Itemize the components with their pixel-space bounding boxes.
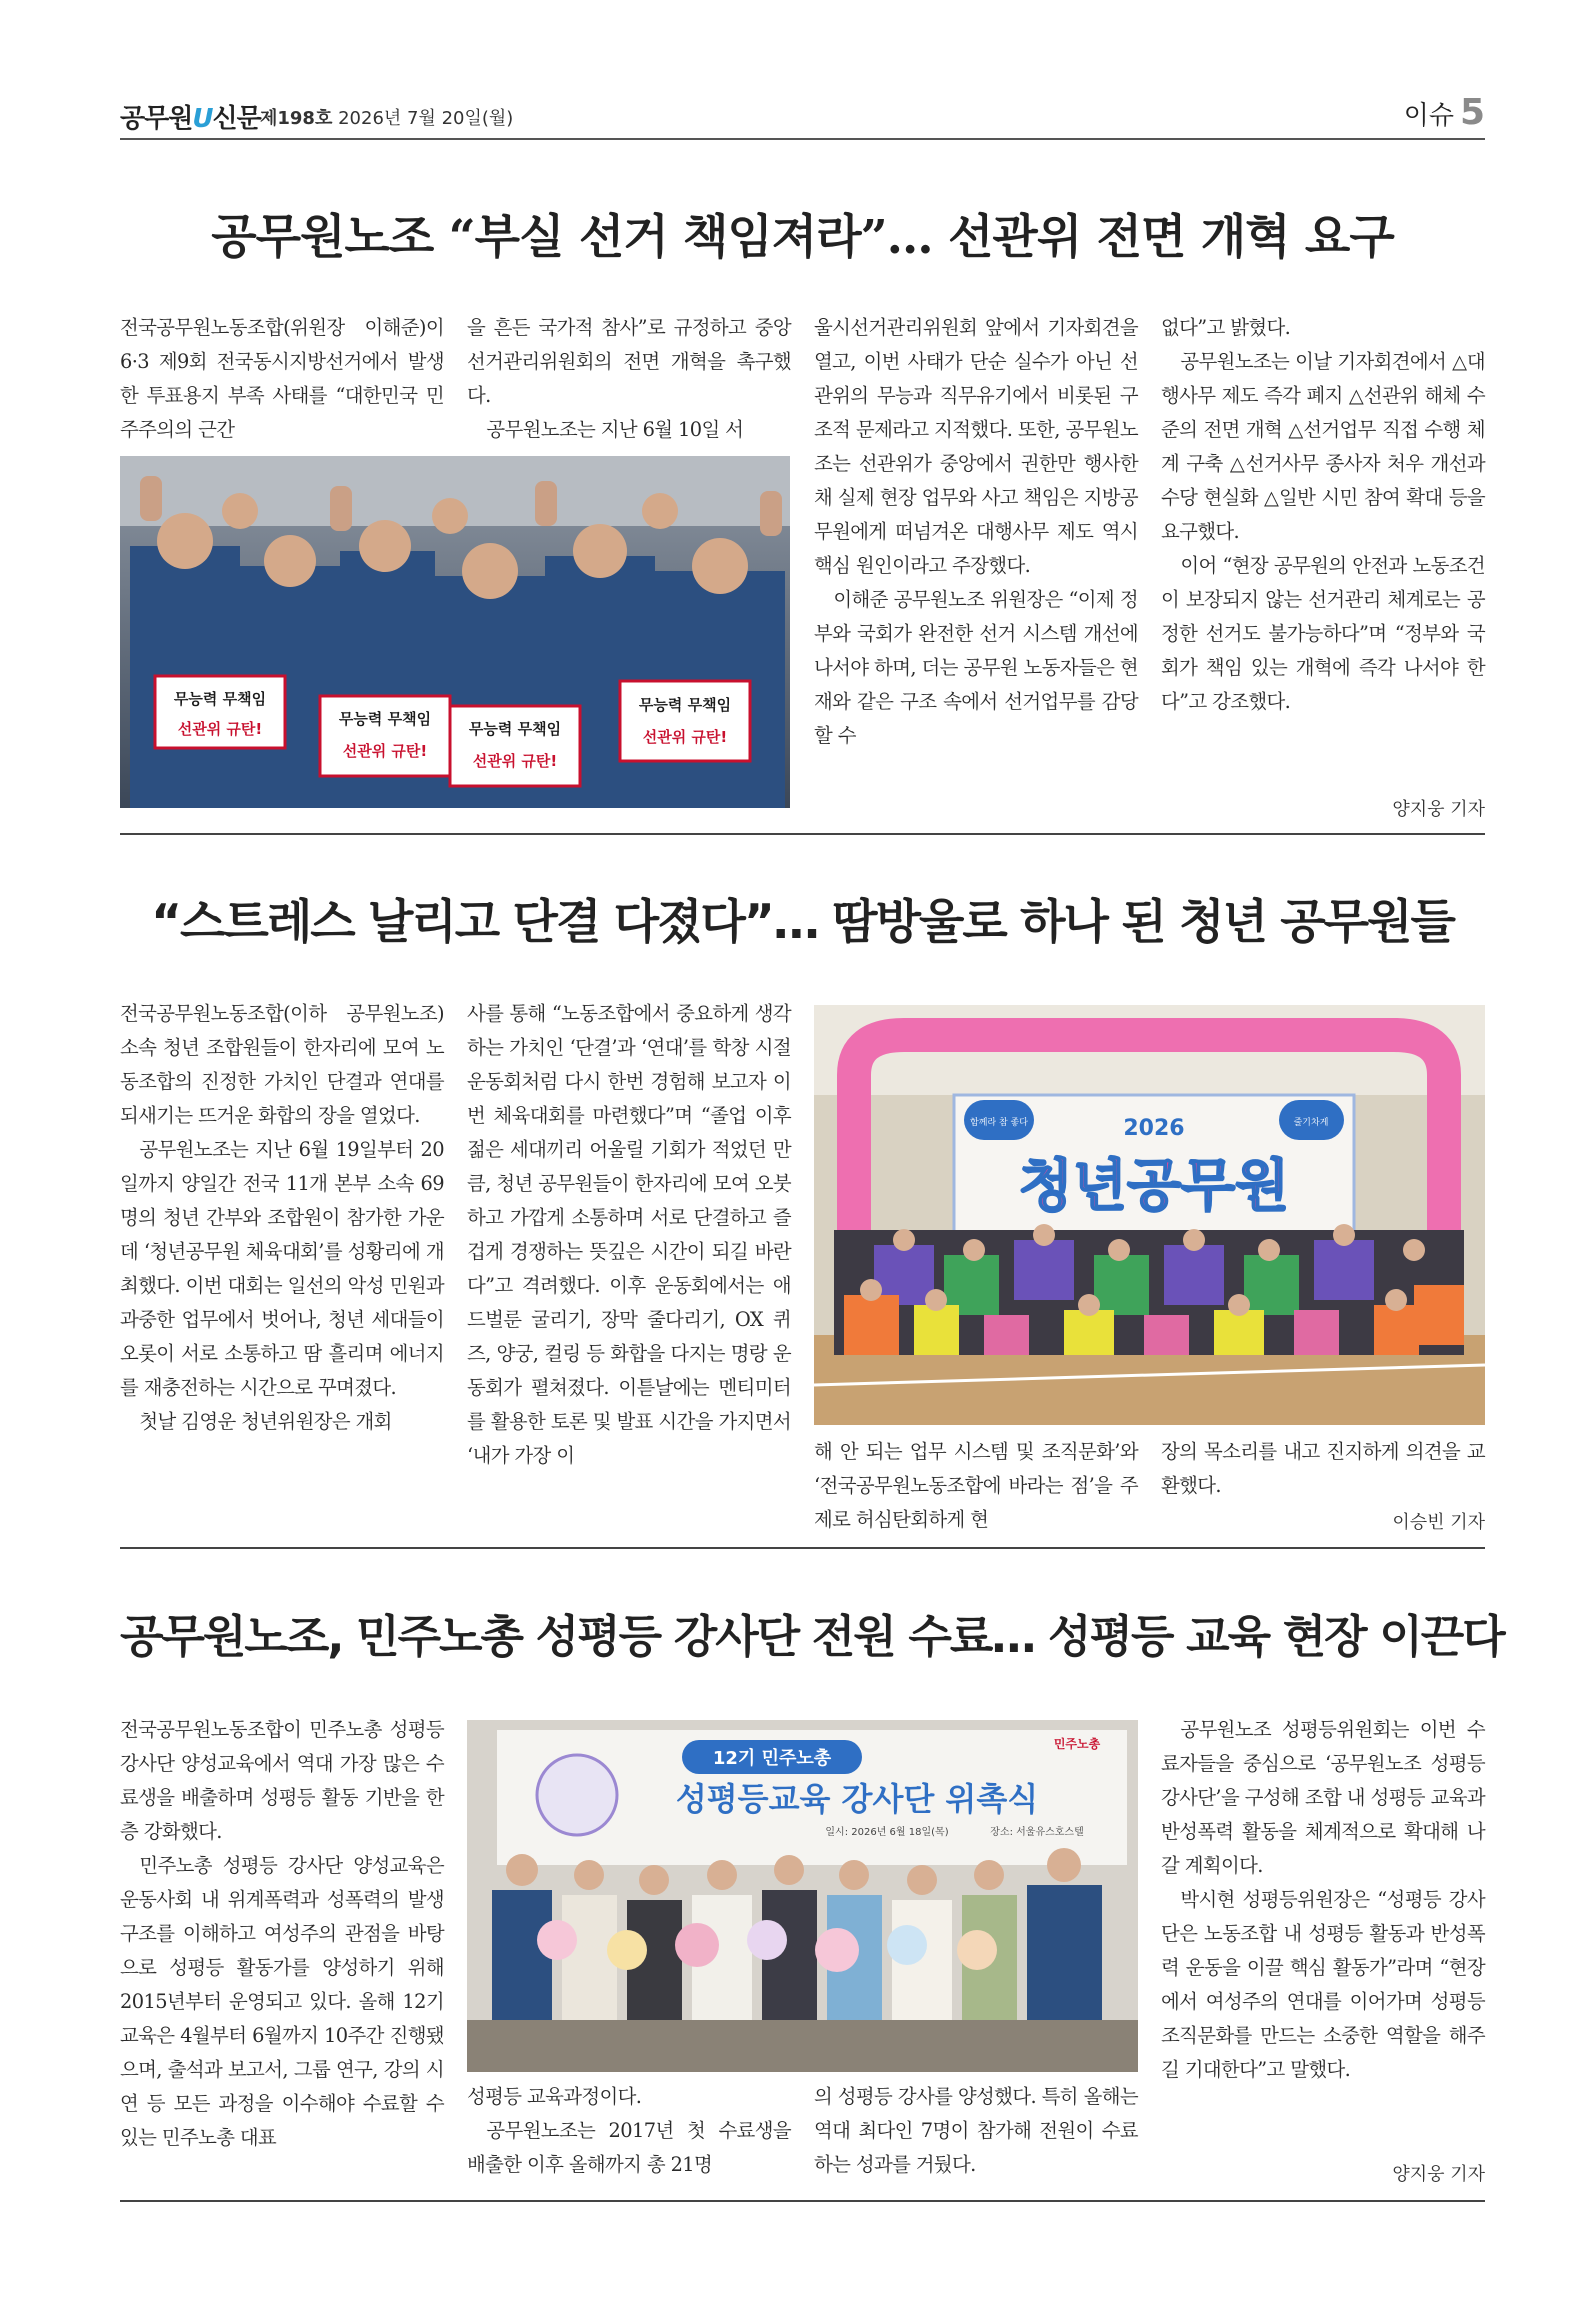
- article1-col3-p2: 이해준 공무원노조 위원장은 “이제 정부와 국회가 완전한 선거 시스템 개선에 나서야 하며, 더는 공무원 노동자들은 현재와 같은 구조 속에서 선거업무를 감당할 수: [814, 588, 1138, 747]
- masthead-pre: 공무원: [120, 104, 193, 134]
- protest-sign-4-top: 무능력 무책임: [173, 690, 267, 708]
- article3-photo-ceremony: [467, 1720, 1138, 2072]
- article3-byline: 양지웅 기자: [1392, 2164, 1485, 2185]
- article3-column-4: [1161, 1713, 1485, 2087]
- article2-col4-text: 장의 목소리를 내고 진지하게 의견을 교환했다.: [1161, 1440, 1485, 1497]
- article1-column-3: [814, 311, 1138, 753]
- section-name: 이슈: [1403, 101, 1454, 131]
- banner-year: 2026: [1123, 1116, 1185, 1141]
- article3-divider: [120, 2200, 1485, 2202]
- article2-col1-p3: 첫날 김영운 청년위원장은 개회: [139, 1410, 392, 1433]
- article3-col2-p2: 공무원노조는 2017년 첫 수료생을 배출한 이후 올해까지 총 21명: [467, 2119, 791, 2176]
- article2-byline: 이승빈 기자: [1392, 1512, 1485, 1533]
- article3-col2-p1: 성평등 교육과정이다.: [467, 2085, 642, 2108]
- masthead-logo: [120, 98, 261, 135]
- protest-sign-1-top: 무능력 무책임: [338, 710, 432, 728]
- banner-title: 청년공무원: [1018, 1154, 1290, 1219]
- article1-divider: [120, 833, 1485, 835]
- article1-col2-p2: 공무원노조는 지난 6월 10일 서: [486, 418, 744, 441]
- header-divider: [120, 138, 1485, 140]
- article1-column-1: [120, 311, 444, 447]
- article1-col4-p2: 공무원노조는 이날 기자회견에서 △대행사무 제도 즉각 폐지 △선관위 해체 수준의 전면 개혁 △선거업무 직접 수행 체계 구축 △선거사무 종사자 처우 개선과 수당 현실화 △일반 시민 참여 확대 등을 요구했다.: [1161, 350, 1485, 543]
- protest-sign-3-bottom: 선관위 규탄!: [642, 728, 728, 746]
- masthead-u: U: [192, 104, 213, 134]
- ceremony-banner-tag: 12기 민주노총: [712, 1748, 832, 1769]
- page-number: 5: [1459, 92, 1485, 133]
- article2-col2-text: 사를 통해 “노동조합에서 중요하게 생각하는 가치인 ‘단결’과 ‘연대’를 학창 시절 운동회처럼 다시 한번 경험해 보고자 이번 체육대회를 마련했다”며 “졸업 이후 젊은 세대끼리 어울릴 기회가 적었던 만큼, 청년 공무원들이 한자리에 모여 오붓하고 가깝게 소통하며 서로 단결하고 즐겁게 경쟁하는 뜻깊은 시간이 되길 바란다”고 격려했다. 이후 운동회에서는 애드벌룬 굴리기, 장막 줄다리기, OX 퀴즈, 양궁, 컬링 등 화합을 다지는 명랑 운동회가 펼쳐졌다. 이튿날에는 멘티미터를 활용한 토론 및 발표 시간을 가지면서 ‘내가 가장 이: [467, 1002, 791, 1467]
- article2-column-1: [120, 997, 444, 1439]
- article3-col1-p2: 민주노총 성평등 강사단 양성교육은 운동사회 내 위계폭력과 성폭력의 발생 구조를 이해하고 여성주의 관점을 바탕으로 성평등 활동가를 양성하기 위해 2015년부터 운영되고 있다. 올해 12기 교육은 4월부터 6월까지 10주간 진행됐으며, 출석과 보고서, 그룹 연구, 강의 시연 등 모든 과정을 이수해야 수료할 수 있는 민주노총 대표: [120, 1854, 444, 2149]
- protest-sign-4-bottom: 선관위 규탄!: [177, 720, 263, 738]
- article3-col4-p1: 공무원노조 성평등위원회는 이번 수료자들을 중심으로 ‘공무원노조 성평등 강사단’을 구성해 조합 내 성평등 교육과 반성폭력 활동을 체계적으로 확대해 나갈 계획이다.: [1161, 1718, 1485, 1877]
- article2-headline: “스트레스 날리고 단결 다졌다”… 땀방울로 하나 된 청년 공무원들: [151, 895, 1454, 950]
- page-header: [120, 92, 1485, 138]
- issue-date: 2026년 7월 20일(월): [338, 108, 514, 129]
- article1-byline: 양지웅 기자: [1392, 799, 1485, 820]
- article3-col4-p2: 박시현 성평등위원장은 “성평등 강사단은 노동조합 내 성평등 활동과 반성폭력 운동을 이끌 핵심 활동가”라며 “현장에서 여성주의 연대를 이어가며 성평등 조직문화를 만드는 소중한 역할을 해주길 기대한다”고 말했다.: [1161, 1888, 1485, 2081]
- ceremony-banner-logo: 민주노총: [1053, 1737, 1101, 1751]
- protest-sign-2-bottom: 선관위 규탄!: [472, 752, 558, 770]
- article1-column-2: [467, 311, 791, 447]
- article3-headline: 공무원노조, 민주노총 성평등 강사단 전원 수료… 성평등 교육 현장 이끈다: [120, 1610, 1504, 1663]
- ceremony-banner-place: 장소: 서울유스호스텔: [990, 1827, 1084, 1838]
- article1-headline: 공무원노조 “부실 선거 책임져라”… 선관위 전면 개혁 요구: [211, 210, 1394, 265]
- article1-col4-p3: 이어 “현장 공무원의 안전과 노동조건이 보장되지 않는 선거관리 체계로는 공정한 선거도 불가능하다”며 “정부와 국회가 책임 있는 개혁에 즉각 나서야 한다”고 강조했다.: [1161, 554, 1485, 713]
- protest-sign-2-top: 무능력 무책임: [468, 720, 562, 738]
- masthead-post: 신문: [212, 104, 261, 134]
- protest-sign-1-bottom: 선관위 규탄!: [342, 742, 428, 760]
- article2-column-2: [467, 997, 791, 1473]
- article2-col3-text: 해 안 되는 업무 시스템 및 조직문화’와 ‘전국공무원노동조합에 바라는 점’을 주제로 허심탄회하게 현: [814, 1440, 1138, 1531]
- article3-column-3: [814, 2080, 1138, 2182]
- issue-info: [260, 104, 513, 130]
- ceremony-banner-title: 성평등교육 강사단 위촉식: [675, 1780, 1039, 1818]
- banner-left-tag: 함께라 참 좋다: [970, 1118, 1028, 1128]
- article3-column-2: [467, 2080, 791, 2182]
- banner-right-tag: 줄기차게: [1293, 1118, 1329, 1128]
- article1-column-4: [1161, 311, 1485, 719]
- article1-col3-p1: 울시선거관리위원회 앞에서 기자회견을 열고, 이번 사태가 단순 실수가 아닌 선관위의 무능과 직무유기에서 비롯된 구조적 문제라고 지적했다. 또한, 공무원노조는 선관위가 중앙에서 권한만 행사한 채 실제 현장 업무와 사고 책임은 지방공무원에게 떠넘겨온 대행사무 제도 역시 핵심 원인이라고 주장했다.: [814, 316, 1138, 577]
- article1-col4-p1: 없다”고 밝혔다.: [1161, 316, 1291, 339]
- ceremony-banner-date: 일시: 2026년 6월 18일(목): [825, 1827, 949, 1838]
- article2-col1-p2: 공무원노조는 지난 6월 19일부터 20일까지 양일간 전국 11개 본부 소속 69명의 청년 간부와 조합원이 참가한 가운데 ‘청년공무원 체육대회’를 성황리에 개최했다. 이번 대회는 일선의 악성 민원과 과중한 업무에서 벗어나, 청년 세대들이 오롯이 서로 소통하고 땀 흘리며 에너지를 재충전하는 시간으로 꾸며졌다.: [120, 1138, 444, 1399]
- issue-number: 제198호: [260, 108, 333, 129]
- article1-col1-text: 전국공무원노동조합(위원장 이해준)이 6·3 제9회 전국동시지방선거에서 발생한 투표용지 부족 사태를 “대한민국 민주주의의 근간: [120, 316, 444, 441]
- protest-sign-3-top: 무능력 무책임: [638, 696, 732, 714]
- article3-column-1: [120, 1713, 444, 2155]
- article2-column-3: [814, 1435, 1138, 1537]
- article3-col3-text: 의 성평등 강사를 양성했다. 특히 올해는 역대 최다인 7명이 참가해 전원이 수료하는 성과를 거뒀다.: [814, 2085, 1138, 2176]
- article3-col1-p1: 전국공무원노동조합이 민주노총 성평등 강사단 양성교육에서 역대 가장 많은 수료생을 배출하며 성평등 활동 기반을 한층 강화했다.: [120, 1718, 444, 1843]
- article2-column-4: [1161, 1435, 1485, 1503]
- article2-photo-sports-day: [814, 1005, 1485, 1425]
- section-label: [1404, 92, 1485, 133]
- article1-photo-protest: [120, 456, 790, 808]
- article2-divider: [120, 1547, 1485, 1549]
- article1-col2-p1: 을 흔든 국가적 참사”로 규정하고 중앙선거관리위원회의 전면 개혁을 촉구했다.: [467, 316, 791, 407]
- article2-col1-p1: 전국공무원노동조합(이하 공무원노조) 소속 청년 조합원들이 한자리에 모여 노동조합의 진정한 가치인 단결과 연대를 되새기는 뜨거운 화합의 장을 열었다.: [120, 1002, 444, 1127]
